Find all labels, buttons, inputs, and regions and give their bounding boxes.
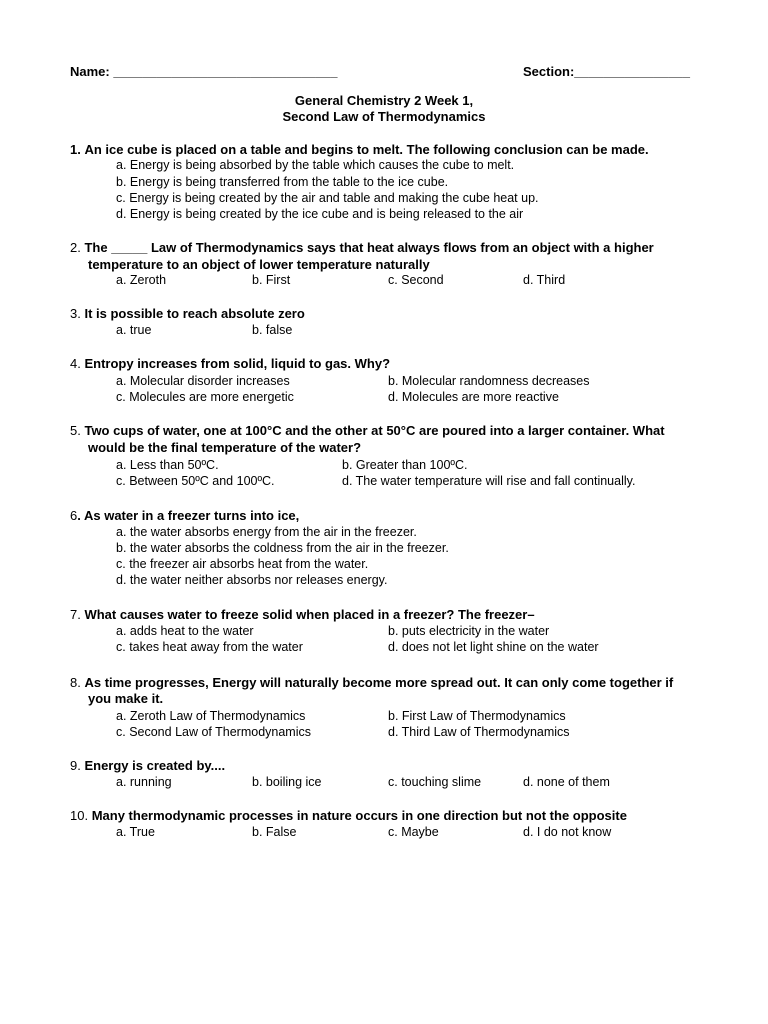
question-6-option-d: d. the water neither absorbs nor releases energy. [116, 573, 388, 587]
question-3 [70, 306, 305, 321]
question-5 [70, 423, 665, 438]
question-3-option-a: a. true [116, 323, 152, 337]
question-2-option-a: a. Zeroth [116, 273, 167, 287]
question-10-option-d: d. I do not know [523, 825, 612, 839]
question-text: . As water in a freezer turns into ice, [77, 508, 300, 523]
question-text: Two cups of water, one at 100°C and the other at 50°C are poured into a larger container. What [84, 423, 665, 438]
worksheet-title: General Chemistry 2 Week 1, [294, 93, 474, 108]
question-8-continuation: you make it. [88, 691, 164, 706]
question-2-continuation: temperature to an object of lower temperature naturally [88, 257, 430, 272]
question-4-option-a: a. Molecular disorder increases [116, 374, 290, 388]
question-5-continuation: would be the final temperature of the water? [88, 440, 362, 455]
question-7-option-a: a. adds heat to the water [116, 624, 254, 638]
question-2-option-b: b. First [252, 273, 291, 287]
question-8-option-b: b. First Law of Thermodynamics [388, 709, 566, 723]
question-number: 6 [70, 508, 78, 523]
question-number: 5. [70, 423, 81, 438]
question-4-option-d: d. Molecules are more reactive [388, 390, 559, 404]
question-4-option-b: b. Molecular randomness decreases [388, 374, 590, 388]
question-text: As time progresses, Energy will naturally become more spread out. It can only come together if [84, 675, 674, 690]
question-7-option-b: b. puts electricity in the water [388, 624, 550, 638]
question-text: Many thermodynamic processes in nature occurs in one direction but not the opposite [91, 808, 627, 823]
question-2-option-d: d. Third [523, 273, 566, 287]
question-8-option-d: d. Third Law of Thermodynamics [388, 725, 570, 739]
question-10 [70, 808, 627, 823]
question-number: 10. [70, 808, 89, 823]
question-1-option-c: c. Energy is being created by the air and table and making the cube heat up. [116, 191, 539, 205]
question-4 [70, 356, 390, 371]
question-text: Entropy increases from solid, liquid to gas. Why? [84, 356, 391, 371]
question-number: 2. [70, 240, 81, 255]
question-10-option-c: c. Maybe [388, 825, 439, 839]
question-10-option-b: b. False [252, 825, 297, 839]
question-6-option-b: b. the water absorbs the coldness from the air in the freezer. [116, 541, 449, 555]
question-text: It is possible to reach absolute zero [84, 306, 305, 321]
question-text: An ice cube is placed on a table and begins to melt. The following conclusion can be made. [84, 142, 649, 157]
question-7-option-c: c. takes heat away from the water [116, 640, 303, 654]
question-9-option-b: b. boiling ice [252, 775, 322, 789]
question-number: 4. [70, 356, 81, 371]
question-5-option-a: a. Less than 50ºC. [116, 458, 219, 472]
question-8 [70, 675, 673, 690]
section-field-label: Section:________________ [523, 64, 690, 79]
question-9-option-c: c. touching slime [388, 775, 482, 789]
question-5-option-d: d. The water temperature will rise and fall continually. [342, 474, 636, 488]
question-9 [70, 758, 225, 773]
question-text: The _____ Law of Thermodynamics says that heat always flows from an object with a higher [84, 240, 654, 255]
question-number: 9. [70, 758, 81, 773]
question-text: What causes water to freeze solid when placed in a freezer? The freezer– [84, 607, 535, 622]
question-10-option-a: a. True [116, 825, 155, 839]
question-1-option-d: d. Energy is being created by the ice cube and is being released to the air [116, 207, 524, 221]
question-5-option-c: c. Between 50ºC and 100ºC. [116, 474, 275, 488]
question-text: Energy is created by.... [84, 758, 226, 773]
question-number: 7. [70, 607, 81, 622]
question-9-option-d: d. none of them [523, 775, 610, 789]
question-number: 8. [70, 675, 81, 690]
question-1 [70, 142, 649, 157]
question-6 [70, 508, 299, 523]
question-number: 1. [70, 142, 81, 157]
worksheet-subtitle: Second Law of Thermodynamics [282, 109, 486, 124]
question-8-option-c: c. Second Law of Thermodynamics [116, 725, 312, 739]
question-4-option-c: c. Molecules are more energetic [116, 390, 294, 404]
question-8-option-a: a. Zeroth Law of Thermodynamics [116, 709, 306, 723]
question-7 [70, 607, 535, 622]
question-3-option-b: b. false [252, 323, 293, 337]
question-1-option-a: a. Energy is being absorbed by the table which causes the cube to melt. [116, 158, 515, 172]
question-2 [70, 240, 654, 255]
question-2-option-c: c. Second [388, 273, 444, 287]
question-9-option-a: a. running [116, 775, 172, 789]
question-number: 3. [70, 306, 81, 321]
question-7-option-d: d. does not let light shine on the water [388, 640, 599, 654]
question-6-option-c: c. the freezer air absorbs heat from the water. [116, 557, 369, 571]
question-5-option-b: b. Greater than 100ºC. [342, 458, 468, 472]
question-6-option-a: a. the water absorbs energy from the air in the freezer. [116, 525, 417, 539]
name-field-label: Name: _______________________________ [70, 64, 338, 79]
question-1-option-b: b. Energy is being transferred from the table to the ice cube. [116, 175, 449, 189]
